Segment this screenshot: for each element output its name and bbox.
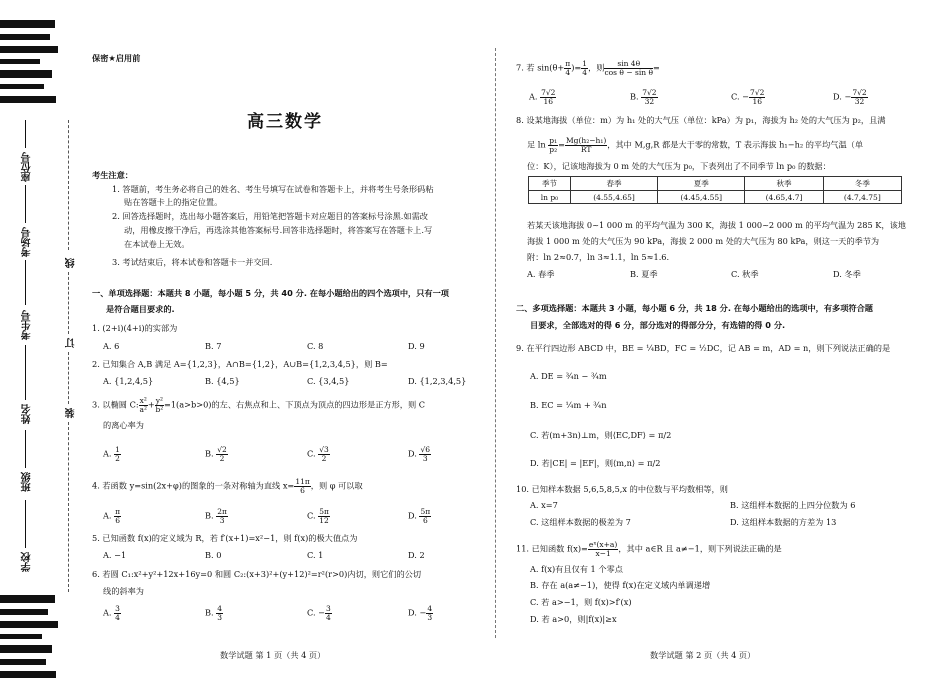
q10-option: D. 这组样本数据的方差为 13 (730, 517, 837, 527)
q7-option: D. − $\frac{7√2}{32}$ (833, 88, 867, 106)
q3-stem-cont: 的离心率为 (103, 420, 144, 430)
secret-mark: 保密★启用前 (92, 53, 141, 63)
q11-option: D. 若 a>0，则|f(x)|≥x (530, 614, 617, 624)
footer-page-1: 数学试题 第 1 页（共 4 页） (220, 650, 326, 660)
table-cell: 夏季 (658, 177, 745, 191)
q7-option: C. − $\frac{7√2}{16}$ (731, 88, 765, 106)
table-cell: ln p₀ (529, 191, 571, 204)
lnp0-table (528, 176, 902, 204)
section1-heading-cont: 是符合题目要求的. (106, 304, 175, 314)
q5-option: C. 1 (307, 550, 324, 560)
q1-stem: 1. (2+i)(4+i)的实部为 (92, 323, 178, 333)
q3-option: C. $\frac{√3}{2}$ (307, 445, 329, 463)
student-number-label: 考生号 (22, 310, 33, 340)
q5-option: A. −1 (103, 550, 127, 560)
q2-option: B. {4,5} (205, 376, 240, 386)
q10-stem: 10. 已知样本数据 5,6,5,8,5,x 的中位数与平均数相等，则 (516, 484, 728, 494)
q7-option: B. $\frac{7√2}{32}$ (630, 88, 657, 106)
q1-option: C. 8 (307, 341, 324, 351)
seal-char-order: 订 (66, 338, 77, 348)
q1-option: D. 9 (408, 341, 425, 351)
q7-option: A. $\frac{7√2}{16}$ (529, 88, 556, 106)
seal-char-bind: 装 (66, 408, 77, 418)
q4-option: D. $\frac{5\pi}{6}$ (408, 507, 431, 525)
note-line: 贴在答题卡上的指定位置。 (124, 197, 223, 207)
q8-option: C. 秋季 (731, 269, 759, 279)
q6-option: B. $\frac{4}{3}$ (205, 604, 223, 622)
q6-option: C. − $\frac{3}{4}$ (307, 604, 331, 622)
page-title: 高三数学 (247, 112, 323, 132)
q6-option: D. − $\frac{4}{3}$ (408, 604, 433, 622)
note-line: 动，用橡皮擦干净后，再选涂其他答案标号.回答非选择题时，将答案写在答题卡上.写 (124, 225, 433, 235)
table-header-row (529, 177, 902, 191)
table-cell: (4.55,4.65] (570, 191, 657, 204)
table-cell: (4.45,4.55] (658, 191, 745, 204)
q11-option: A. f(x)有且仅有 1 个零点 (530, 564, 623, 574)
q3-option: B. $\frac{√2}{2}$ (205, 445, 227, 463)
q1-option: A. 6 (103, 341, 120, 351)
q8-stem: 8. 设某地海拔（单位：m）为 h₁ 处的大气压（单位：kPa）为 p₁，海拔为 h₂ 处的大气压为 p₂，且满 (516, 115, 886, 125)
exam-room-label: 考场号 (22, 227, 33, 257)
q2-stem: 2. 已知集合 A,B 满足 A={1,2,3}，A∩B={1,2}，A∪B={1,2,3,4,5}，则 B= (92, 359, 388, 369)
table-cell: (4.7,4.75] (823, 191, 901, 204)
note-line: 2. 回答选择题时，选出每小题答案后，用铅笔把答题卡对应题目的答案标号涂黑.如需改 (112, 211, 428, 221)
q8-stem-cont: 位：K），记该地海拔为 0 m 处的大气压为 p₀，下表列出了不同季节 ln p₀ 的数据： (527, 161, 831, 171)
q3-stem: 3. 以椭圆 C: $\frac{\text{x²}}{\text{a²}}$ + $\frac{\text{y²}}{\text{b²}}$ =1(a>b>0)的左、右焦点和上、下顶点为顶点的四边形是正方形，则 C (92, 396, 426, 414)
seal-char-line: 线 (66, 258, 77, 268)
q10-option: B. 这组样本数据的上四分位数为 6 (730, 500, 856, 510)
note-line: 1. 答题前，考生务必将自己的姓名、考生号填写在试卷和答题卡上，并将考生号条形码粘 (112, 184, 434, 194)
q5-option: B. 0 (205, 550, 222, 560)
q5-stem: 5. 已知函数 f(x)的定义域为 R，若 f′(x+1)=x²−1，则 f(x)的极大值点为 (92, 533, 358, 543)
seat-number-label: 座位号 (22, 152, 33, 182)
q3-option: A. $\frac{1}{2}$ (103, 445, 120, 463)
q1-option: B. 7 (205, 341, 222, 351)
q2-option: C. {3,4,5} (307, 376, 350, 386)
q4-stem: 4. 若函数 y=sin(2x+φ)的图象的一条对称轴为直线 x= $\frac{11\pi}{6}$ ，则 φ 可以取 (92, 477, 363, 495)
table-cell: 冬季 (823, 177, 901, 191)
table-cell: (4.65,4.7] (745, 191, 823, 204)
q4-option: C. $\frac{5\pi}{12}$ (307, 507, 329, 525)
section2-heading: 二、多项选择题：本题共 3 小题，每小题 6 分，共 18 分. 在每小题给出的选项中，有多项符合题 (516, 303, 873, 313)
table-cell: 季节 (529, 177, 571, 191)
q8-option: A. 春季 (527, 269, 555, 279)
q3-option: D. $\frac{√6}{3}$ (408, 445, 431, 463)
name-label: 姓名 (22, 404, 33, 424)
q9-option: A. DE = ¾n − ¾m (530, 371, 607, 381)
q2-option: D. {1,2,3,4,5} (408, 376, 467, 386)
page-divider (495, 48, 496, 638)
q5-option: D. 2 (408, 550, 425, 560)
q9-stem: 9. 在平行四边形 ABCD 中，BE = ¼BD，FC = ½DC，记 AB = m，AD = n，则下列说法正确的是 (516, 343, 891, 353)
q6-stem-cont: 线的斜率为 (103, 586, 144, 596)
q11-option: C. 若 a>−1，则 f(x)>f′(x) (530, 597, 632, 607)
q9-option: D. 若|CE| = |EF|，则⟨m,n⟩ = π/2 (530, 458, 661, 468)
q9-option: C. 若(m+3n)⊥m，则⟨EC,DF⟩ = π/2 (530, 430, 672, 440)
q8-option: B. 夏季 (630, 269, 658, 279)
q11-option: B. 存在 a(a≠−1)，使得 f(x)在定义域内单调递增 (530, 580, 711, 590)
table-cell: 春季 (570, 177, 657, 191)
q10-option: C. 这组样本数据的极差为 7 (530, 517, 631, 527)
q9-option: B. EC = ¼m + ¾n (530, 400, 607, 410)
note-line: 3. 考试结束后，将本试卷和答题卡一并交回. (112, 257, 273, 267)
footer-page-2: 数学试题 第 2 页（共 4 页） (650, 650, 756, 660)
table-row (529, 191, 902, 204)
q8-stem-formula: 足 ln $\frac{\text{p₁}}{\text{p₂}}$ = $\frac{\text{Mg(h₂−h₁)}}{RT}$ ，其中 M,g,R 都是大于零的常数，T 表示海拔 h₁−h₂ 的平均气温（单 (527, 136, 864, 154)
q8-option: D. 冬季 (833, 269, 861, 279)
q6-option: A. $\frac{3}{4}$ (103, 604, 120, 622)
q11-stem: 11. 已知函数 f(x)= $\frac{\text{eˣ(x+a)}}{x-1}$ ，其中 a∈R 且 a≠−1，则下列说法正确的是 (516, 540, 782, 558)
q7-stem: 7. 若 sin(θ+ $\frac{\pi}{4}$ )= $\frac{1}{4}$ ，则 $\frac{\sin 4\theta}{\text{cos θ − sin θ}}$ = (516, 59, 660, 77)
table-cell: 秋季 (745, 177, 823, 191)
q8-text: 附：ln 2≈0.7，ln 3≈1.1，ln 5≈1.6. (527, 252, 670, 262)
q10-option: A. x=7 (530, 500, 558, 510)
class-label: 班级 (22, 472, 33, 492)
section2-heading-cont: 目要求，全部选对的得 6 分，部分选对的得部分分，有选错的得 0 分. (530, 320, 786, 330)
notes-heading: 考生注意： (92, 170, 133, 180)
q8-text: 若某天该地海拔 0~1 000 m 的平均气温为 300 K，海拔 1 000~2 000 m 的平均气温为 285 K，该地 (527, 220, 906, 230)
q6-stem: 6. 若圆 C₁:x²+y²+12x+16y=0 和圆 C₂:(x+3)²+(y+12)²=r²(r>0)内切，则它们的公切 (92, 569, 422, 579)
q8-text: 海拔 1 000 m 处的大气压为 90 kPa，海拔 2 000 m 处的大气压为 80 kPa，则这一天的季节为 (527, 236, 880, 246)
q4-option: B. $\frac{2\pi}{3}$ (205, 507, 227, 525)
q2-option: A. {1,2,4,5} (103, 376, 154, 386)
section1-heading: 一、单项选择题：本题共 8 小题，每小题 5 分，共 40 分. 在每小题给出的四个选项中，只有一项 (92, 288, 449, 298)
school-label: 学校 (22, 552, 33, 572)
q4-option: A. $\frac{\pi}{6}$ (103, 507, 121, 525)
note-line: 在本试卷上无效。 (124, 239, 190, 249)
